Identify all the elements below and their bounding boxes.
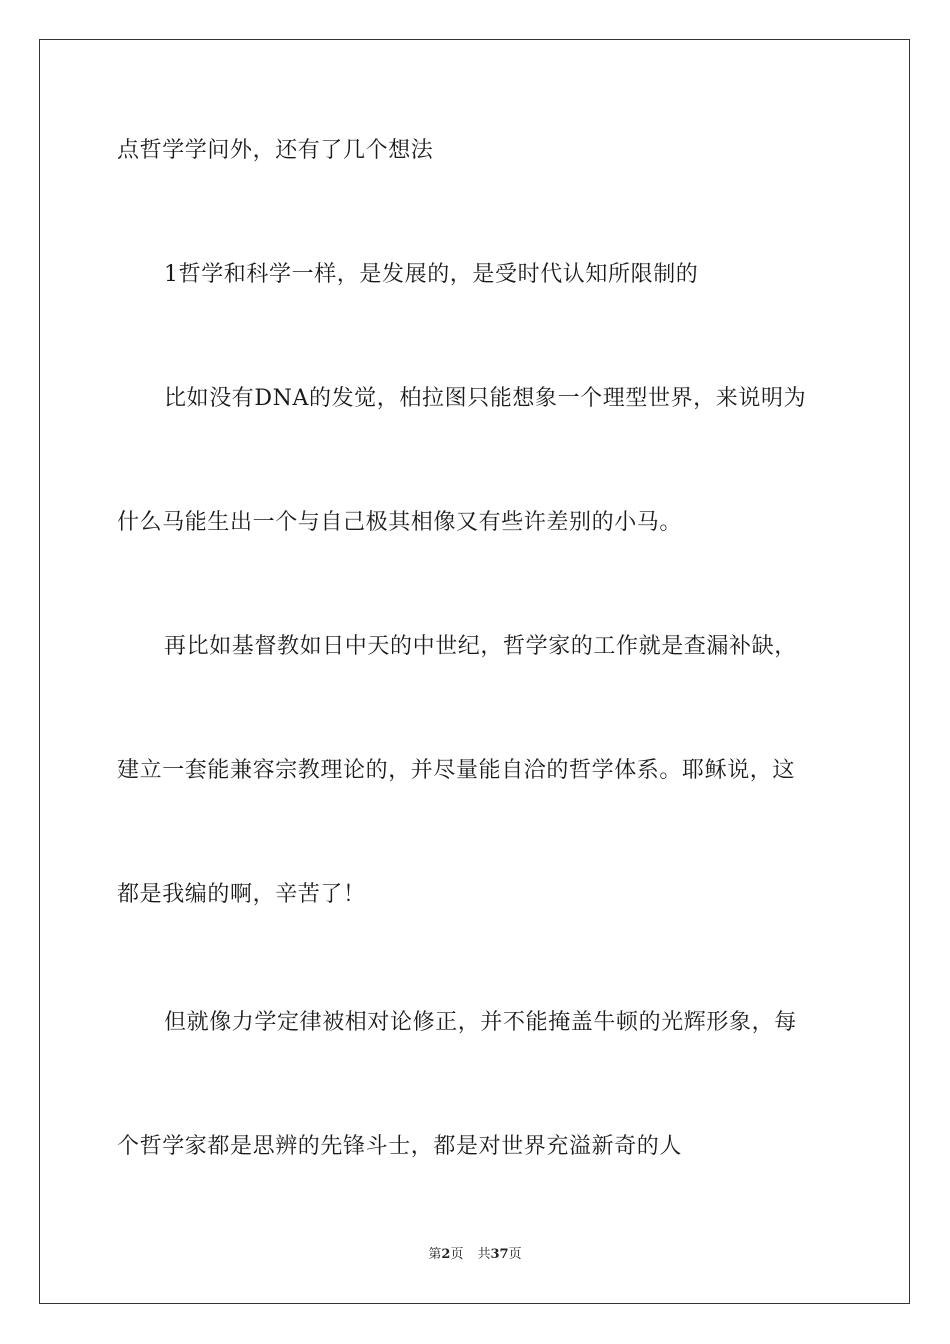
text-line-2: 1哲学和科学一样，是发展的，是受时代认知所限制的 — [164, 262, 699, 287]
text-line-9: 个哲学家都是思辨的先锋斗士，都是对世界充溢新奇的人 — [117, 1134, 683, 1159]
total-prefix: 共 — [477, 1247, 491, 1262]
text-line-5: 再比如基督教如日中天的中世纪，哲学家的工作就是查漏补缺， — [164, 634, 797, 659]
current-page-number: 2 — [441, 1247, 451, 1262]
text-line-7: 都是我编的啊，辛苦了！ — [117, 882, 366, 907]
page-prefix: 第 — [428, 1247, 442, 1262]
total-suffix: 页 — [508, 1247, 522, 1262]
text-line-3: 比如没有DNA的发觉，柏拉图只能想象一个理型世界，来说明为 — [164, 386, 807, 411]
page-frame — [39, 39, 910, 1304]
total-pages-number: 37 — [490, 1247, 509, 1262]
page-footer — [0, 1246, 950, 1264]
text-line-6: 建立一套能兼容宗教理论的，并尽量能自洽的哲学体系。耶稣说，这 — [117, 758, 796, 783]
text-line-1: 点哲学学问外，还有了几个想法 — [117, 138, 434, 163]
text-line-8: 但就像力学定律被相对论修正，并不能掩盖牛顿的光辉形象，每 — [164, 1010, 797, 1035]
text-line-4: 什么马能生出一个与自己极其相像又有些许差别的小马。 — [117, 510, 683, 535]
page-suffix: 页 — [450, 1247, 464, 1262]
